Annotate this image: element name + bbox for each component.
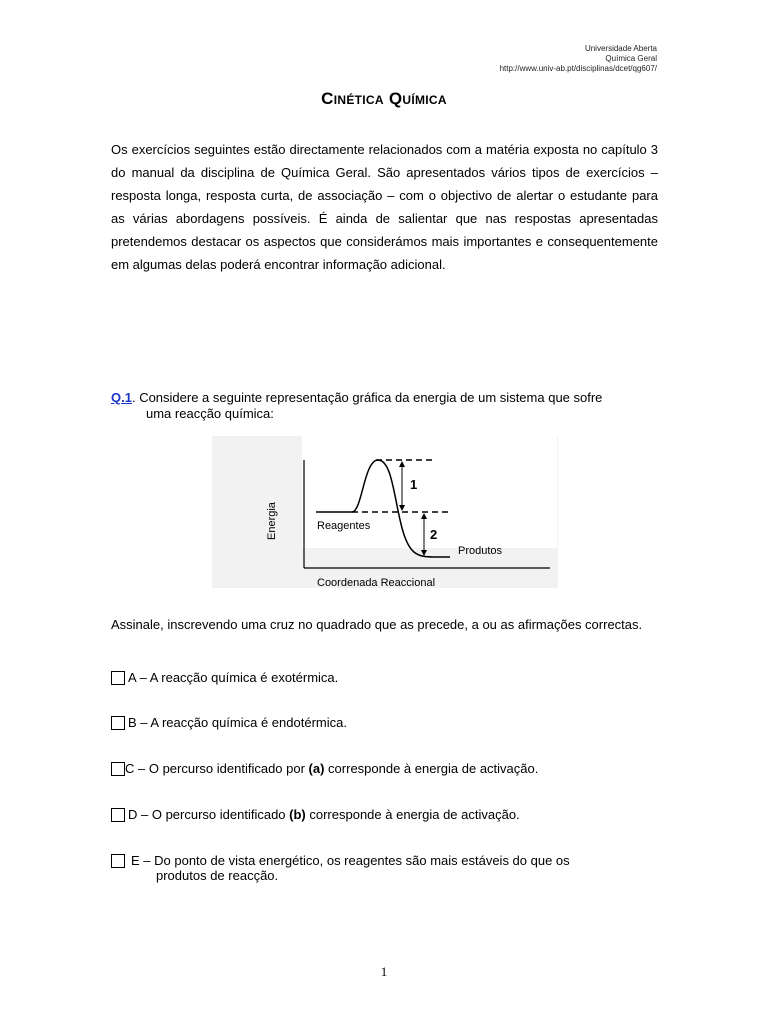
checkbox-a[interactable] bbox=[111, 671, 125, 685]
checkbox-c[interactable] bbox=[111, 762, 125, 776]
option-b bbox=[111, 715, 658, 730]
option-c-text-post: corresponde à energia de activação. bbox=[324, 761, 539, 776]
header-institution: Universidade Aberta bbox=[584, 44, 657, 53]
x-axis-label: Coordenada Reaccional bbox=[317, 577, 436, 589]
option-a-text: A – A reacção química é exotérmica. bbox=[128, 670, 339, 685]
arrow-1-head-bottom bbox=[399, 505, 405, 511]
page-number: 1 bbox=[380, 964, 388, 979]
question-text-line2: uma reacção química: bbox=[146, 406, 274, 421]
checkbox-b[interactable] bbox=[111, 716, 125, 730]
option-e-text-line2: produtos de reacção. bbox=[156, 868, 279, 883]
path-1-label: 1 bbox=[410, 477, 418, 492]
document-title: Cinética Química bbox=[321, 89, 447, 108]
option-d-text-bold: (b) bbox=[289, 807, 306, 822]
question-text-line1: . Considere a seguinte representação gráfica da energia de um sistema que sofre bbox=[131, 390, 603, 405]
option-c-text-pre: C – O percurso identificado por bbox=[125, 761, 309, 776]
option-e-text-line1: E – Do ponto de vista energético, os reagentes são mais estáveis do que os bbox=[131, 853, 570, 868]
arrow-2-head-top bbox=[421, 513, 427, 519]
option-e bbox=[111, 853, 658, 883]
energy-diagram bbox=[212, 436, 558, 588]
arrow-1-head-top bbox=[399, 461, 405, 467]
option-d bbox=[111, 807, 658, 822]
path-2-label: 2 bbox=[430, 527, 438, 542]
instruction-text: Assinale, inscrevendo uma cruz no quadrado que as precede, a ou as afirmações correctas. bbox=[111, 617, 643, 632]
option-b-text: B – A reacção química é endotérmica. bbox=[128, 715, 347, 730]
checkbox-e[interactable] bbox=[111, 854, 125, 868]
energy-curve bbox=[316, 460, 450, 557]
question-1 bbox=[111, 390, 658, 422]
option-a bbox=[111, 670, 658, 685]
reagentes-label: Reagentes bbox=[317, 520, 371, 532]
option-d-text-post: corresponde à energia de activação. bbox=[305, 807, 520, 822]
header-url: http://www.univ-ab.pt/disciplinas/dcet/qg607/ bbox=[499, 64, 657, 73]
y-axis-label: Energia bbox=[266, 502, 278, 540]
checkbox-d[interactable] bbox=[111, 808, 125, 822]
option-c-text-bold: (a) bbox=[308, 761, 325, 776]
header-course: Química Geral bbox=[605, 54, 657, 63]
option-c bbox=[111, 761, 658, 776]
intro-paragraph: Os exercícios seguintes estão directamente relacionados com a matéria exposta no capítulo 3 do manual da disciplina de Química Geral. São apresentados vários tipos de exercícios – resposta longa, resposta curta, de associação – com o objectivo de alertar o estudante para as várias abordagens possíveis. É ainda de salientar que nas respostas apresentadas pretendemos destacar os aspectos que considerámos mais importantes e consequentemente em algumas delas poderá encontrar informação adicional. bbox=[111, 142, 658, 272]
option-d-text-pre: D – O percurso identificado bbox=[128, 807, 290, 822]
page-header bbox=[500, 44, 657, 74]
energy-diagram-svg bbox=[212, 436, 558, 588]
produtos-label: Produtos bbox=[458, 545, 503, 557]
question-id-link[interactable]: Q.1 bbox=[111, 390, 132, 405]
